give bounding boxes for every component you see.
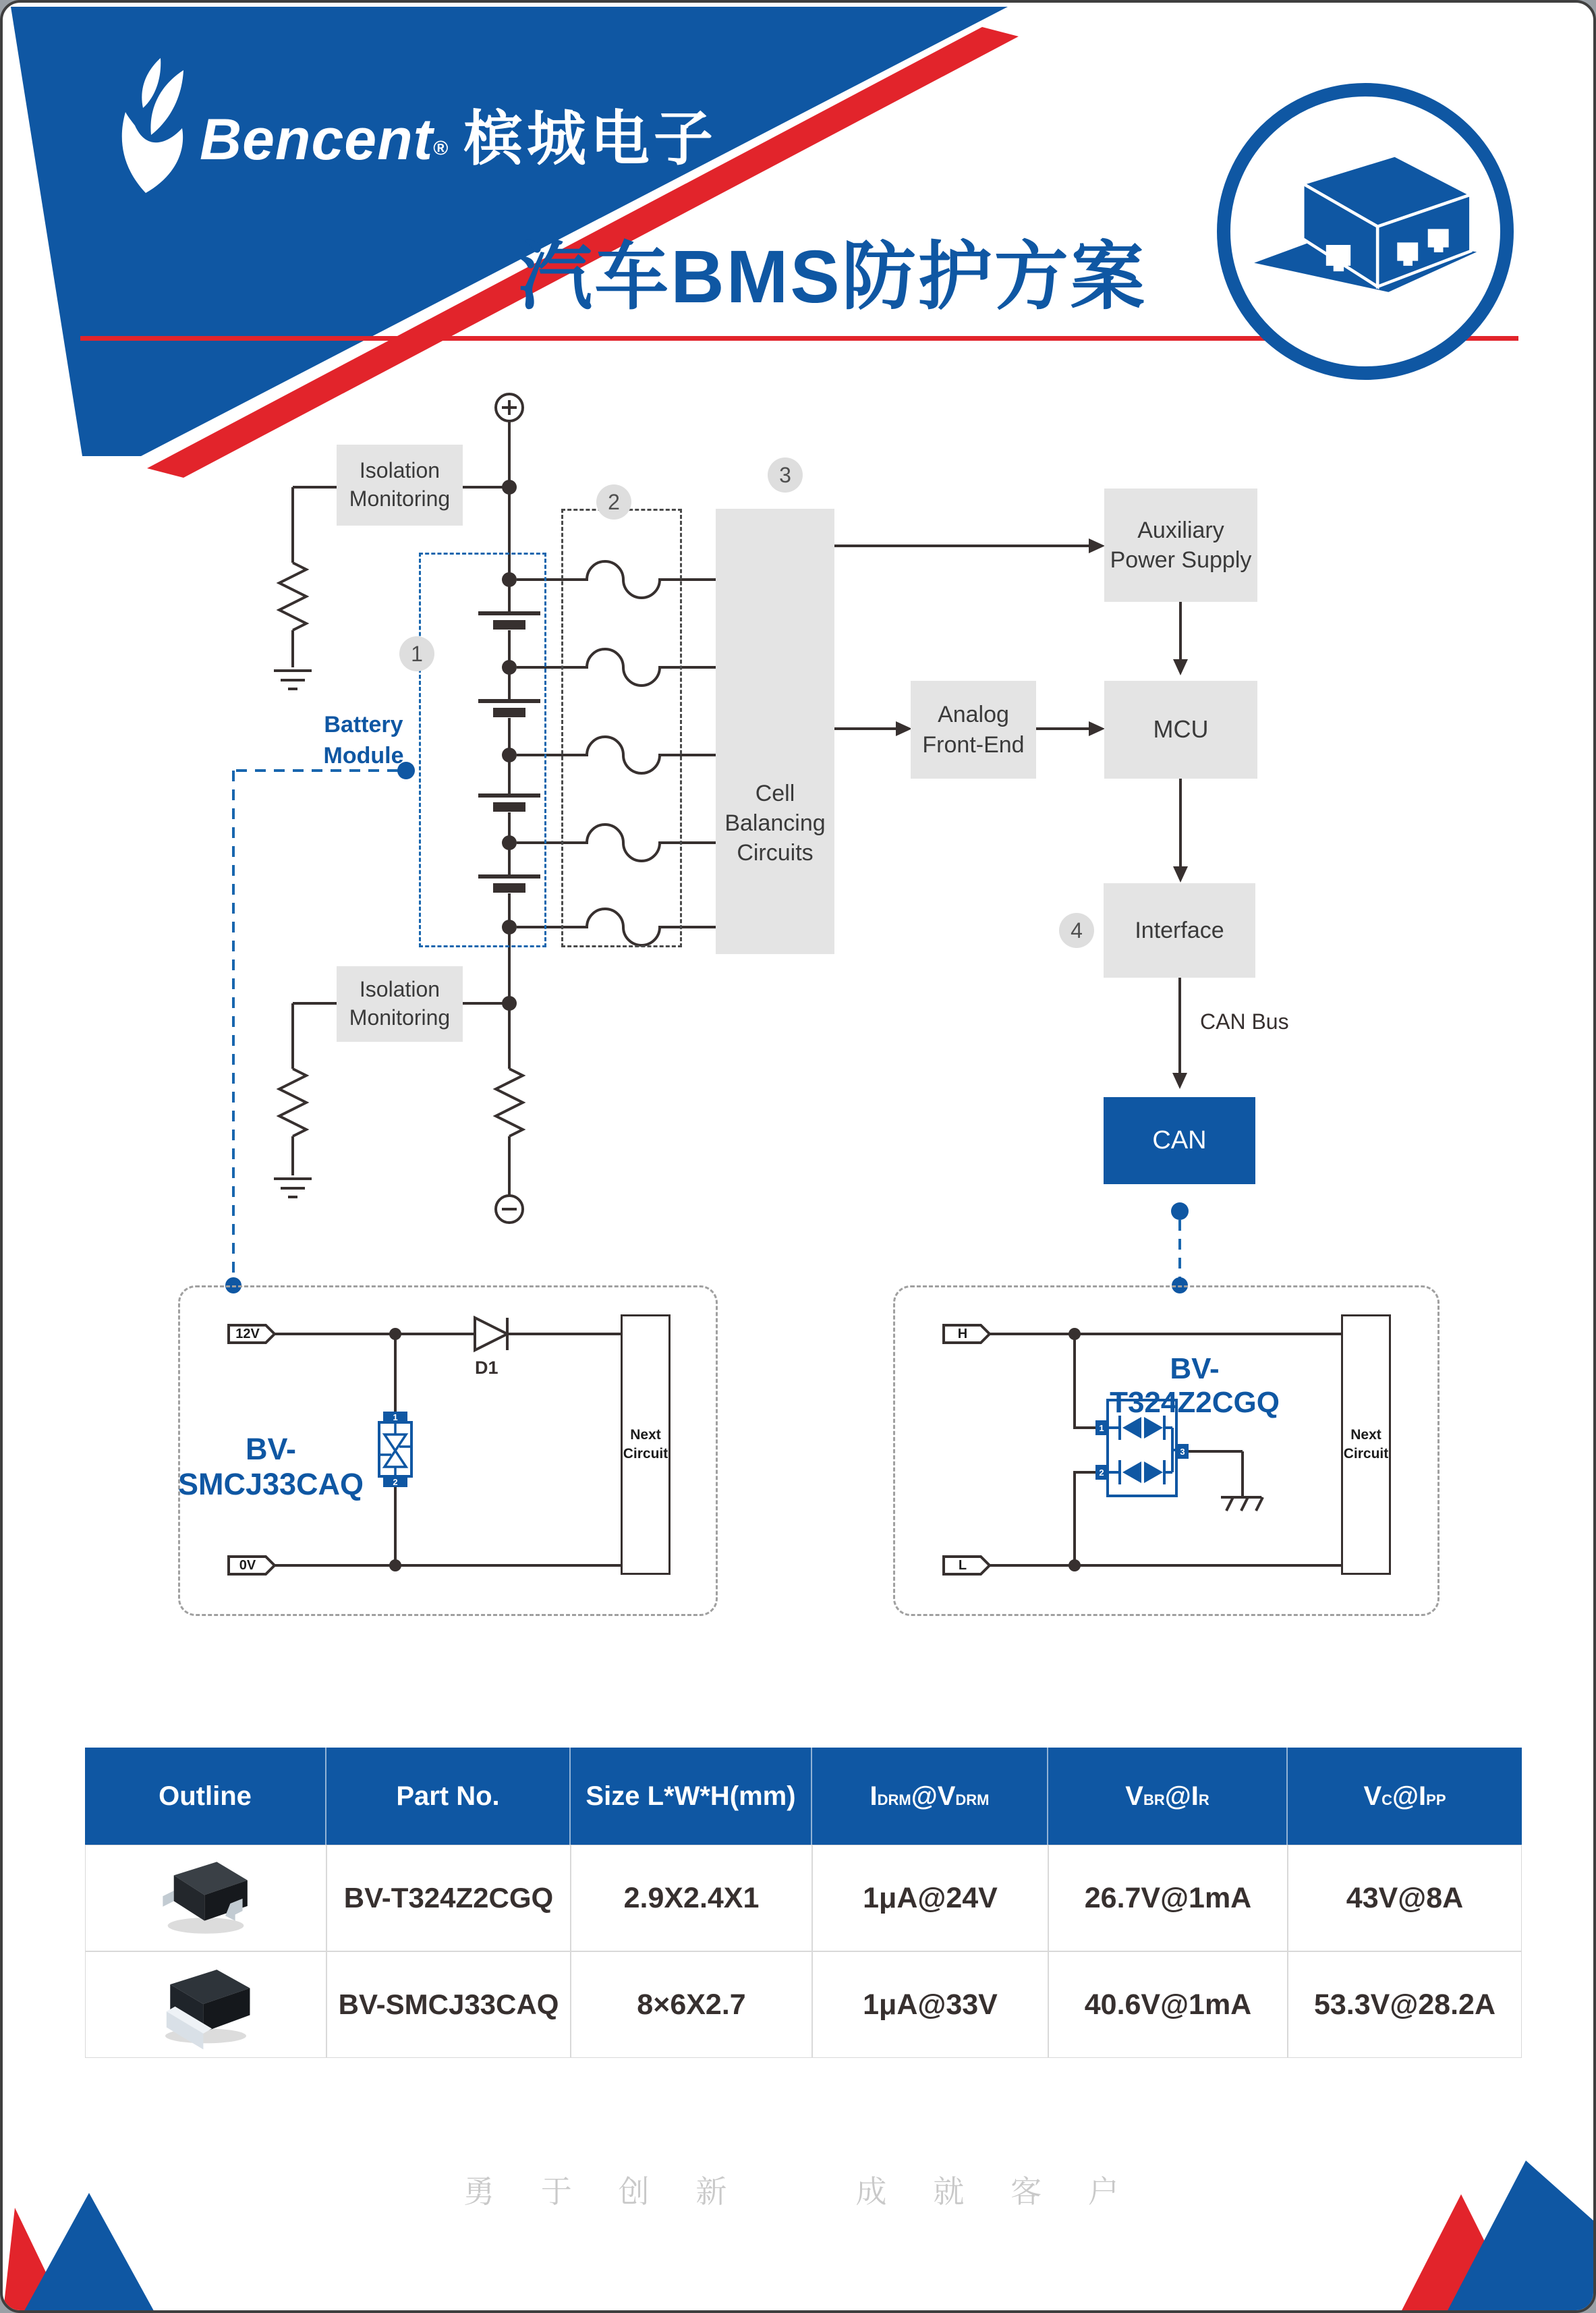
vc-cell: 43V@8A	[1288, 1845, 1522, 1951]
idrm-cell: 1μA@24V	[812, 1845, 1048, 1951]
fuse-group-outline	[561, 509, 682, 947]
step-badge-1: 1	[399, 636, 434, 671]
table-row	[85, 1845, 326, 1951]
left-tvs-pin-1: 1	[383, 1412, 407, 1422]
col-header-part-no: Part No.	[326, 1748, 571, 1845]
tag-can-l: L	[958, 1557, 967, 1573]
vc-cell: 53.3V@28.2A	[1288, 1951, 1522, 2058]
can-bus-label: CAN Bus	[1200, 1009, 1289, 1034]
col-header-vc: V C @ I PP	[1288, 1748, 1522, 1845]
tag-can-h: H	[957, 1326, 968, 1341]
col-header-idrm: I DRM @ V DRM	[812, 1748, 1048, 1845]
step-badge-2: 2	[596, 484, 631, 520]
tag-12v: 12V	[235, 1326, 260, 1341]
analog-front-end-box: Analog Front-End	[911, 681, 1036, 779]
mcu-box: MCU	[1104, 681, 1257, 779]
isolation-monitoring-top-box: Isolation Monitoring	[337, 445, 463, 526]
col-header-outline: Outline	[85, 1748, 326, 1845]
right-part-number-label: BV-T324Z2CGQ	[1110, 1352, 1280, 1419]
right-array-pin-1: 1	[1095, 1420, 1108, 1435]
spec-table	[85, 1748, 1522, 2058]
footer-slogan: 勇 于 创 新 成 就 客 户	[463, 2174, 1138, 2209]
auxiliary-power-box: Auxiliary Power Supply	[1104, 489, 1257, 602]
left-next-circuit-box: Next Circuit	[621, 1314, 671, 1575]
logo-text-cn: 槟城电子	[463, 105, 717, 172]
idrm-cell: 1μA@33V	[812, 1951, 1048, 2058]
size-cell: 8×6X2.7	[571, 1951, 812, 2058]
battery-module-label: Battery Module	[323, 712, 404, 769]
col-header-vbr: V BR @ I R	[1048, 1748, 1288, 1845]
can-box: CAN	[1104, 1097, 1255, 1184]
table-row	[85, 1951, 326, 2058]
left-part-number-label: BV-SMCJ33CAQ	[177, 1432, 364, 1501]
battery-module-outline	[419, 553, 546, 947]
right-array-pin-2: 2	[1095, 1465, 1108, 1480]
registered-mark: ®	[433, 137, 449, 160]
footer-left-blue-triangle	[22, 2193, 156, 2313]
part-no-cell: BV-SMCJ33CAQ	[326, 1951, 571, 2058]
step-badge-3: 3	[768, 457, 803, 493]
isolation-monitoring-bottom-box: Isolation Monitoring	[337, 966, 463, 1042]
size-cell: 2.9X2.4X1	[571, 1845, 812, 1951]
interface-box: Interface	[1104, 883, 1255, 978]
logo-text: Bencent	[200, 107, 434, 172]
vbr-cell: 40.6V@1mA	[1048, 1951, 1288, 2058]
tag-0v: 0V	[239, 1557, 256, 1573]
sot23-package-image	[138, 1851, 273, 1945]
col-header-size: Size L*W*H(mm)	[571, 1748, 812, 1845]
left-tvs-pin-2: 2	[383, 1476, 407, 1487]
diode-d1-label: D1	[475, 1358, 498, 1378]
vbr-cell: 26.7V@1mA	[1048, 1845, 1288, 1951]
footer-decoration	[3, 2127, 1596, 2313]
step-badge-4: 4	[1059, 913, 1094, 948]
smc-package-image	[138, 1957, 273, 2052]
right-array-pin-3: 3	[1176, 1444, 1189, 1459]
cell-balancing-box: Cell Balancing Circuits	[716, 509, 834, 954]
right-next-circuit-box: Next Circuit	[1341, 1314, 1391, 1575]
part-no-cell: BV-T324Z2CGQ	[326, 1845, 571, 1951]
page-title: 汽车BMS防护方案	[518, 235, 1147, 318]
